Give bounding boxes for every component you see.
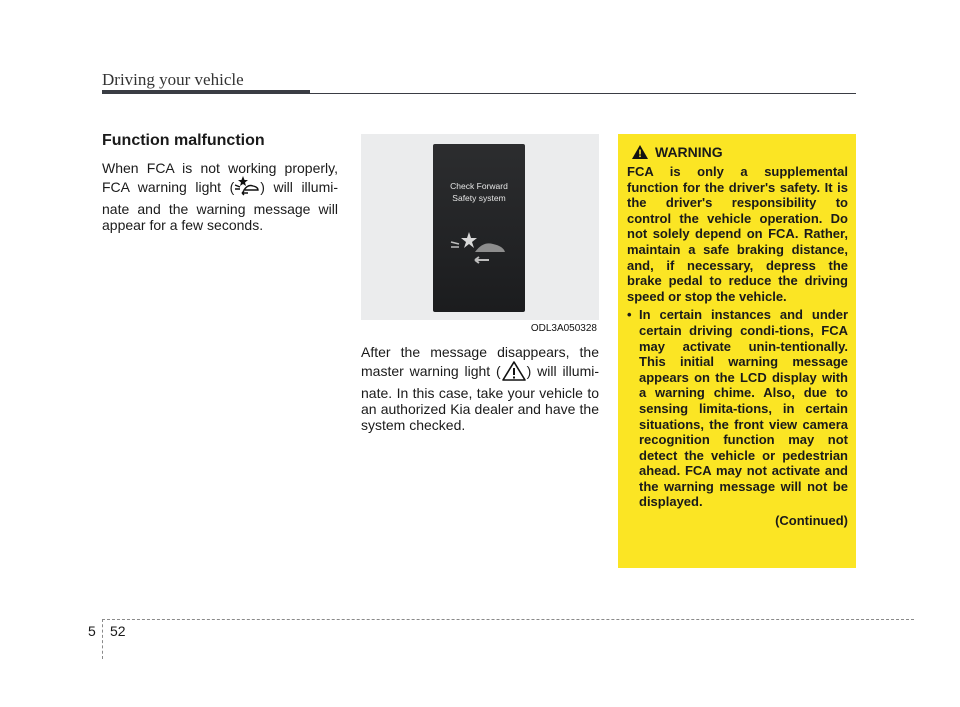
screen-line1: Check Forward [450, 181, 508, 191]
paragraph-text-start: When FCA is not working properly, FCA warning light ( [102, 160, 338, 196]
chapter-number: 5 [88, 623, 96, 639]
after-message-paragraph [361, 344, 599, 433]
warning-title-row [631, 144, 848, 160]
figure-column [361, 134, 599, 433]
after-text-end: ) will illumi-nate. In this case, take your vehicle to an authorized Kia dealer and have the system checked. [361, 363, 600, 433]
warning-bullet [627, 307, 848, 510]
header-rule-thin [310, 93, 856, 94]
footer-rule [102, 619, 914, 620]
warning-triangle-icon [631, 144, 649, 160]
warning-title: WARNING [655, 144, 723, 160]
warning-box [618, 134, 856, 568]
collision-graphic-icon [449, 228, 509, 268]
header-rule-thick [102, 90, 310, 94]
figure-code: ODL3A050328 [530, 323, 597, 334]
master-warning-light-icon [501, 360, 527, 385]
page-number: 52 [110, 623, 126, 639]
bullet-mark: • [627, 307, 632, 323]
warning-text: FCA is only a supplemental function for the driver's safety. It is the driver's responsibility to control the vehicle operation. Do not solely depend on FCA. Rather, maintain a safe braking distance, and, if necessary, depress the brake pedal to reduce the driving speed or stop the vehicle. [627, 164, 848, 304]
section-heading: Function malfunction [102, 132, 265, 149]
malfunction-paragraph [102, 160, 338, 233]
section-function-malfunction [102, 132, 338, 233]
header-title: Driving your vehicle [102, 70, 244, 89]
lcd-screen [433, 144, 525, 312]
footer-divider [102, 619, 103, 659]
lcd-figure [361, 134, 599, 334]
paragraph-text-end: ) will illumi-nate and the warning message will appear for a few seconds. [102, 179, 338, 233]
continued-label: (Continued) [775, 513, 848, 529]
screen-line2: Safety system [452, 193, 506, 203]
after-text-start: After the message disappears, the master warning light ( [361, 344, 599, 380]
warning-bullet-text: In certain instances and under certain driving condi-tions, FCA may activate unin-tentionally. This initial warning message appears on the LCD display with a warning chime. Also, due to sensing limita-tions, in certain situations, the front view camera recognition function may not detect the vehicle or pedestrian ahead. FCA may not activate and the warning message will not be displayed. [639, 307, 848, 510]
fca-warning-light-icon [234, 176, 260, 201]
